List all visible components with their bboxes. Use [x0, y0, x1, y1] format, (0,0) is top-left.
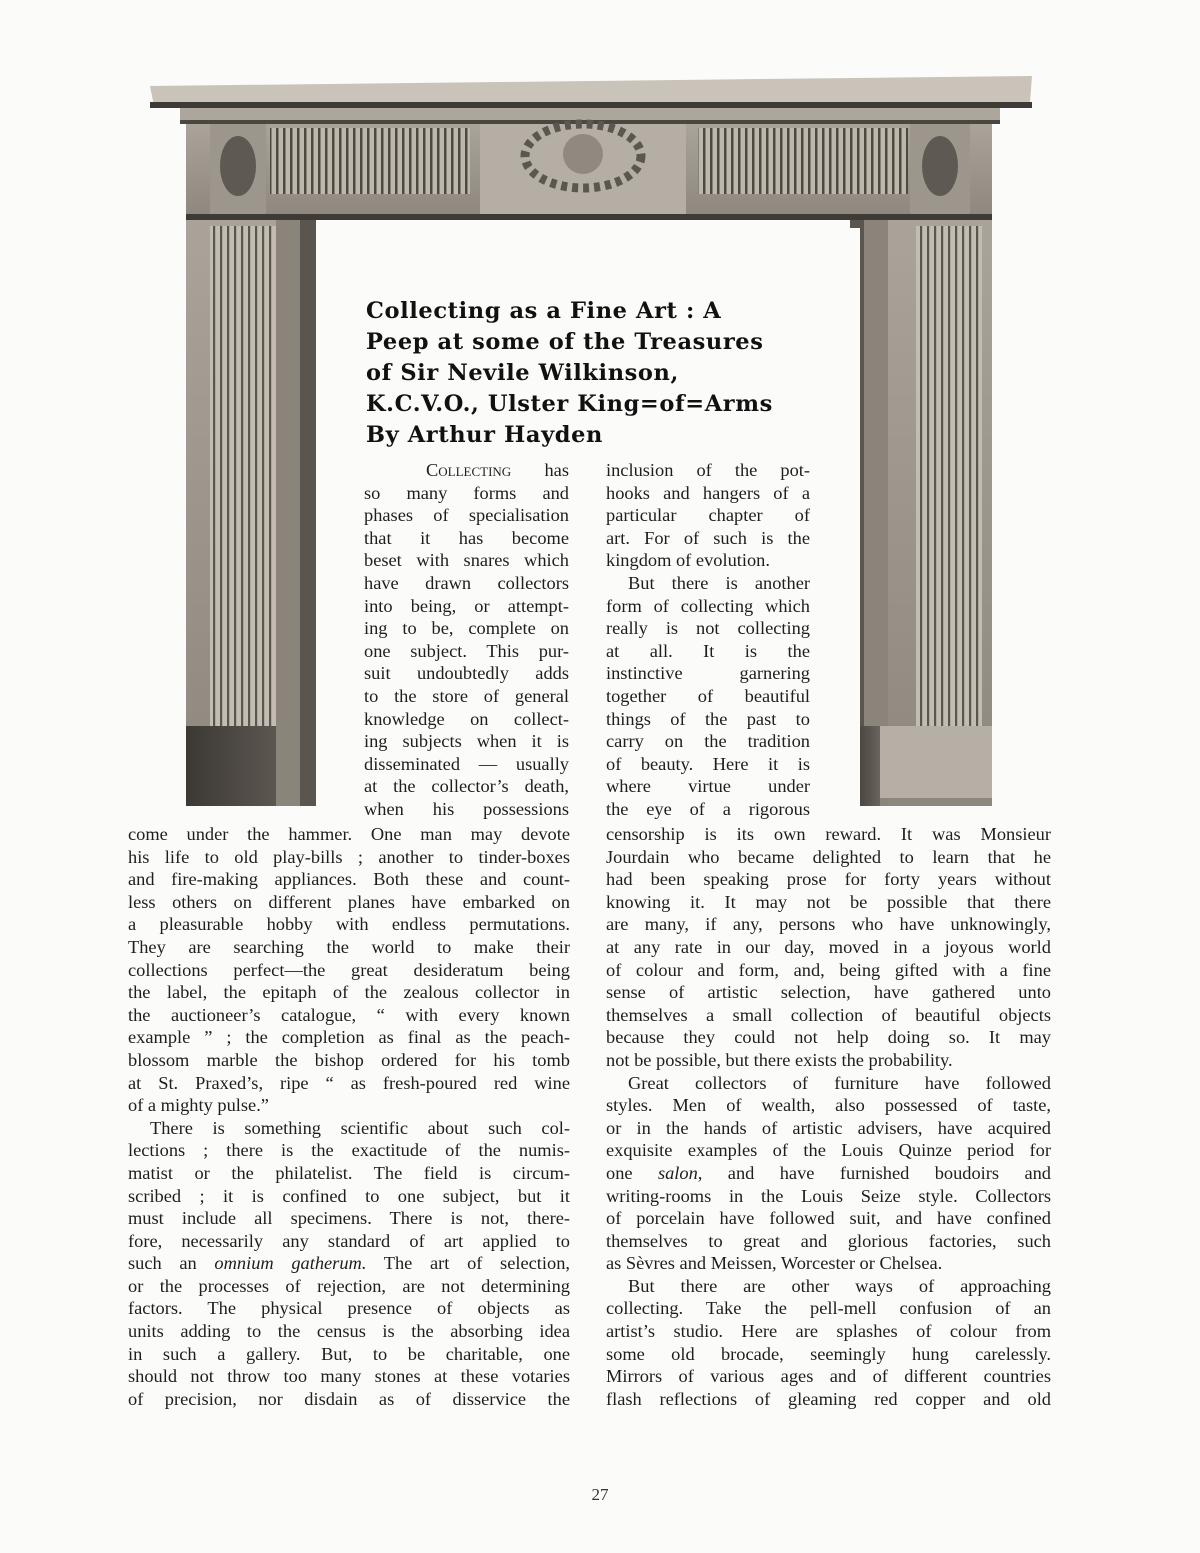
text-line: at St. Praxed’s, ripe “ as fresh-poured red wine [128, 1072, 570, 1093]
text-line: has [544, 460, 569, 480]
text-line: into being, or attempt- [364, 595, 569, 616]
text-line: lections ; there is the exactitude of the numis- [128, 1140, 570, 1161]
text-line: knowing it. It may not be possible that there [606, 891, 1051, 912]
text-line: They are searching the world to make their [128, 936, 570, 957]
text-line: at any rate in our day, moved in a joyous world [606, 936, 1051, 957]
text-line: really is not collecting [606, 618, 810, 639]
text-line: a pleasurable hobby with endless permutations. [128, 914, 570, 935]
text-line: example ” ; the completion as final as the peach- [128, 1027, 570, 1048]
text-line: less others on different planes have embarked on [128, 891, 570, 912]
text-line: flash reflections of gleaming red copper and old [606, 1388, 1051, 1409]
text-line: kingdom of evolution. [606, 550, 770, 571]
text-line: exquisite examples of the Louis Quinze period for [606, 1140, 1051, 1161]
text-line: at the collector’s death, [364, 776, 569, 797]
text-line: where virtue under [606, 776, 810, 797]
text-line: units adding to the census is the absorbing idea [128, 1321, 570, 1342]
text-line: as Sèvres and Meissen, Worcester or Chelsea. [606, 1253, 943, 1274]
column-upper-right [606, 459, 810, 821]
text-line: matist or the philatelist. The field is circum- [128, 1162, 570, 1183]
text-line: the eye of a rigorous [606, 798, 810, 819]
text-fragment: one [606, 1162, 658, 1183]
text-line: should not throw too many stones at these votaries [128, 1366, 570, 1387]
text-line: some old brocade, seemingly hung carelessly. [606, 1343, 1051, 1364]
text-line: Great collectors of furniture have followed [628, 1072, 1051, 1093]
text-line: have drawn collectors [364, 572, 569, 593]
text-line: or in the hands of artistic advisers, have acquired [606, 1117, 1051, 1138]
text-line: knowledge on collect- [364, 708, 569, 729]
title-line: Peep at some of the Treasures [366, 329, 764, 355]
title-line: K.C.V.O., Ulster King=of=Arms [366, 391, 773, 417]
text-line: to the store of general [364, 685, 569, 706]
text-line: suit undoubtedly adds [364, 663, 569, 684]
text-line: disseminated — usually [364, 753, 569, 774]
text-line: of porcelain have followed suit, and have confined [606, 1208, 1051, 1229]
title-line: Collecting as a Fine Art : A [366, 298, 722, 324]
text-fragment: such an [128, 1253, 215, 1274]
text-line: censorship is its own reward. It was Monsieur [606, 824, 1051, 844]
text-line: fore, necessarily any standard of art applied to [128, 1230, 570, 1251]
text-line: Mirrors of various ages and of different countries [606, 1366, 1051, 1387]
text-line: are many, if any, persons who have unknowingly, [606, 914, 1051, 935]
byline: By Arthur Hayden [366, 422, 603, 448]
text-line: form of collecting which [606, 595, 810, 616]
text-line: ing subjects when it is [364, 731, 569, 752]
text-line: had been speaking prose for forty years without [606, 869, 1051, 890]
italic-phrase: omnium gatherum. [214, 1253, 367, 1274]
text-line: of precision, nor disdain as of disservice the [128, 1388, 570, 1409]
text-line: the label, the epitaph of the zealous collector in [128, 982, 570, 1003]
text-line: in such a gallery. But, to be charitable, one [128, 1343, 570, 1364]
text-line: But there is another [628, 572, 810, 593]
text-line: artist’s studio. Here are splashes of colour from [606, 1321, 1051, 1342]
text-line: styles. Men of wealth, also possessed of taste, [606, 1095, 1051, 1116]
column-lower-right [606, 823, 1051, 1410]
text-line: together of beautiful [606, 685, 810, 706]
text-line: his life to old play-bills ; another to tinder-boxes [128, 846, 570, 867]
text-line: the auctioneer’s catalogue, “ with every known [128, 1004, 570, 1025]
text-line: beset with snares which [364, 550, 569, 571]
text-line: so many forms and [364, 482, 569, 503]
text-line: of beauty. Here it is [606, 753, 810, 774]
article-title [366, 296, 826, 451]
text-line: ing to be, complete on [364, 618, 569, 639]
text-line: inclusion of the pot- [606, 460, 810, 480]
drop-word: Collecting [426, 460, 512, 480]
text-line: collecting. Take the pell-mell confusion of an [606, 1298, 1051, 1319]
title-line: of Sir Nevile Wilkinson, [366, 360, 679, 386]
text-line: when his possessions [364, 798, 569, 819]
text-line: and fire-making appliances. Both these and count- [128, 869, 570, 890]
text-line: collections perfect—the great desideratum being [128, 959, 570, 980]
text-line: themselves to great and glorious factories, such [606, 1230, 1051, 1251]
text-line: There is something scientific about such col- [150, 1117, 570, 1138]
text-line: one subject. This pur- [364, 640, 569, 661]
text-line: writing-rooms in the Louis Seize style. Collectors [606, 1185, 1051, 1206]
text-line: scribed ; it is confined to one subject, but it [128, 1185, 570, 1206]
text-line: Jourdain who became delighted to learn that he [606, 846, 1051, 867]
text-line: or the processes of rejection, are not determining [128, 1275, 570, 1296]
text-line: because they could not help doing so. It may [606, 1027, 1051, 1048]
text-line: particular chapter of [606, 505, 810, 526]
text-line: instinctive garnering [606, 663, 810, 684]
text-line: at all. It is the [606, 640, 810, 661]
text-line: carry on the tradition [606, 731, 810, 752]
text-line: come under the hammer. One man may devote [128, 824, 570, 844]
text-line: factors. The physical presence of objects as [128, 1298, 570, 1319]
text-line: sense of artistic selection, have gathered unto [606, 982, 1051, 1003]
text-line [606, 1162, 1051, 1185]
text-line: themselves a small collection of beautiful objects [606, 1004, 1051, 1025]
text-line: blossom marble the bishop ordered for his tomb [128, 1049, 570, 1070]
text-line: things of the past to [606, 708, 810, 729]
page-number: 27 [591, 1485, 609, 1504]
column-lower-left [128, 823, 570, 1410]
text-line: art. For of such is the [606, 527, 810, 548]
column-upper-left [364, 459, 569, 821]
text-line: of colour and form, and, being gifted with a fine [606, 959, 1051, 980]
text-line: that it has become [364, 527, 569, 548]
text-fragment: The art of selection, [366, 1253, 571, 1274]
text-line [128, 1252, 570, 1275]
text-line: of a mighty pulse.” [128, 1095, 269, 1116]
text-line: hooks and hangers of a [606, 482, 810, 503]
text-line: phases of specialisation [364, 505, 569, 526]
text-fragment: and have furnished boudoirs and [702, 1162, 1052, 1183]
text-line: must include all specimens. There is not, there- [128, 1208, 570, 1229]
italic-phrase: salon, [657, 1162, 703, 1183]
text-line: not be possible, but there exists the probability. [606, 1049, 953, 1070]
text-line: But there are other ways of approaching [628, 1275, 1051, 1296]
